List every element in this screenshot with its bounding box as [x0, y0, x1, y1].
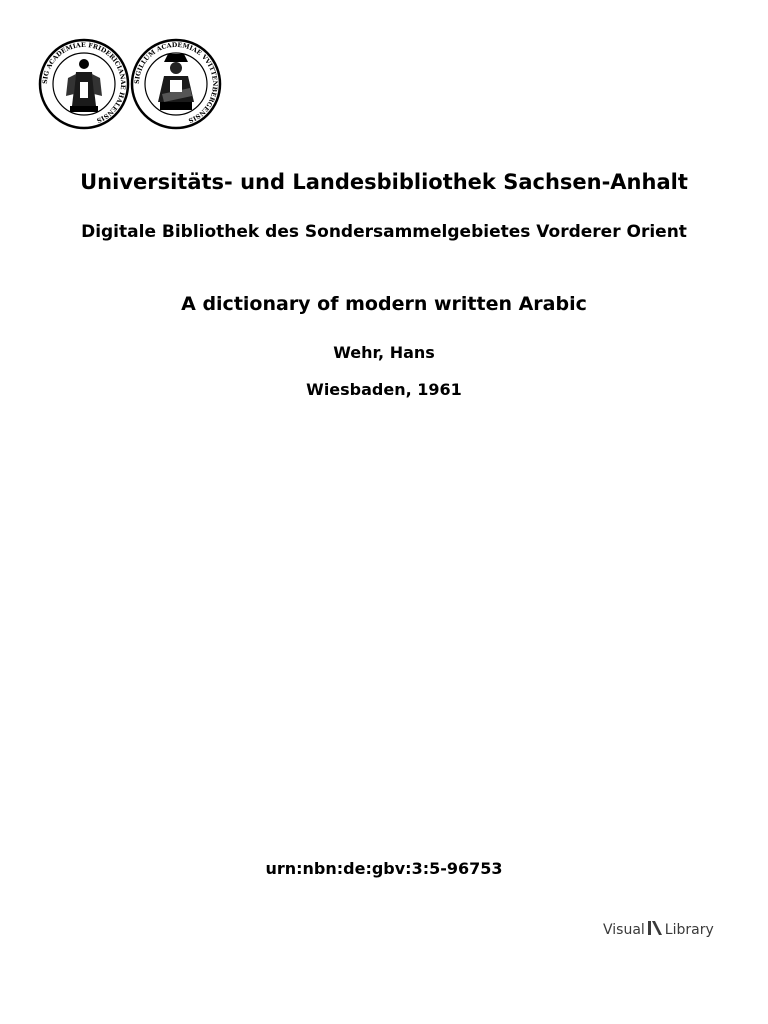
visual-library-logo	[603, 920, 714, 940]
book-author: Wehr, Hans	[333, 343, 435, 362]
wittenberg-seal-text: SIGILLUM ACADEMIAE VVITTENBERGENSIS	[133, 41, 219, 124]
library-name: Universitäts- und Landesbibliothek Sachsen-Anhalt	[80, 170, 688, 194]
urn-identifier: urn:nbn:de:gbv:3:5-96753	[265, 859, 503, 878]
university-seals	[38, 38, 224, 130]
book-title: A dictionary of modern written Arabic	[181, 293, 587, 315]
seals-graphic	[38, 38, 224, 130]
halle-seal-text: SIG ACADEMIAE FRIDERICIANAE HALENSIS	[41, 41, 127, 124]
logo-word-visual: Visual	[603, 922, 645, 938]
halle-seal	[40, 40, 128, 128]
publication-place-year: Wiesbaden, 1961	[306, 380, 462, 399]
logo-word-library: Library	[664, 922, 714, 938]
wittenberg-seal	[132, 40, 220, 128]
visual-library-mark-icon	[648, 920, 662, 940]
collection-name: Digitale Bibliothek des Sondersammelgebietes Vorderer Orient	[81, 222, 687, 242]
